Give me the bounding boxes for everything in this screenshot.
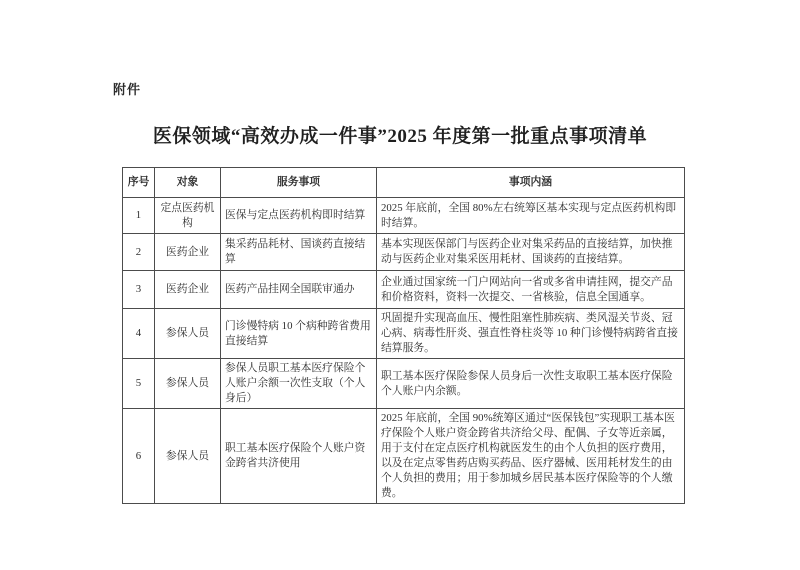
cell-detail: 巩固提升实现高血压、慢性阻塞性肺疾病、类风湿关节炎、冠心病、病毒性肝炎、强直性脊柱炎等 10 种门诊慢特病跨省直接结算服务。: [377, 309, 685, 359]
cell-target: 参保人员: [155, 409, 221, 504]
table-row: [123, 271, 685, 309]
items-table: [122, 167, 685, 504]
table-row: [123, 234, 685, 271]
table-row: [123, 409, 685, 504]
table-header-row: [123, 168, 685, 198]
cell-target: 医药企业: [155, 234, 221, 271]
cell-target: 参保人员: [155, 309, 221, 359]
header-service: 服务事项: [221, 168, 377, 198]
cell-detail: 2025 年底前，全国 80%左右统筹区基本实现与定点医药机构即时结算。: [377, 198, 685, 234]
cell-service: 医保与定点医药机构即时结算: [221, 198, 377, 234]
header-detail: 事项内涵: [377, 168, 685, 198]
document-title: 医保领域“高效办成一件事”2025 年度第一批重点事项清单: [152, 126, 648, 147]
cell-no: 4: [123, 309, 155, 359]
cell-no: 6: [123, 409, 155, 504]
cell-service: 参保人员职工基本医疗保险个人账户余额一次性支取（个人身后）: [221, 359, 377, 409]
header-target: 对象: [155, 168, 221, 198]
cell-no: 5: [123, 359, 155, 409]
cell-detail: 企业通过国家统一门户网站向一省或多省申请挂网，提交产品和价格资料，资料一次提交、一省核验，信息全国通享。: [377, 271, 685, 309]
cell-detail: 基本实现医保部门与医药企业对集采药品的直接结算，加快推动与医药企业对集采医用耗材、国谈药的直接结算。: [377, 234, 685, 271]
cell-detail: 2025 年底前，全国 90%统筹区通过“医保钱包”实现职工基本医疗保险个人账户资金跨省共济给父母、配偶、子女等近亲属，用于支付在定点医疗机构就医发生的由个人负担的医疗费用，以及在定点零售药店购买药品、医疗器械、医用耗材发生的由个人负担的费用；用于参加城乡居民基本医疗保险等的个人缴费。: [377, 409, 685, 504]
cell-no: 1: [123, 198, 155, 234]
cell-target: 医药企业: [155, 271, 221, 309]
cell-service: 集采药品耗材、国谈药直接结算: [221, 234, 377, 271]
cell-service: 医药产品挂网全国联审通办: [221, 271, 377, 309]
cell-service: 职工基本医疗保险个人账户资金跨省共济使用: [221, 409, 377, 504]
table-row: [123, 309, 685, 359]
cell-target: 定点医药机构: [155, 198, 221, 234]
cell-no: 2: [123, 234, 155, 271]
table-row: [123, 359, 685, 409]
table-row: [123, 198, 685, 234]
cell-no: 3: [123, 271, 155, 309]
cell-detail: 职工基本医疗保险参保人员身后一次性支取职工基本医疗保险个人账户内余额。: [377, 359, 685, 409]
header-no: 序号: [123, 168, 155, 198]
cell-service: 门诊慢特病 10 个病种跨省费用直接结算: [221, 309, 377, 359]
cell-target: 参保人员: [155, 359, 221, 409]
attachment-label: 附件: [113, 82, 142, 97]
